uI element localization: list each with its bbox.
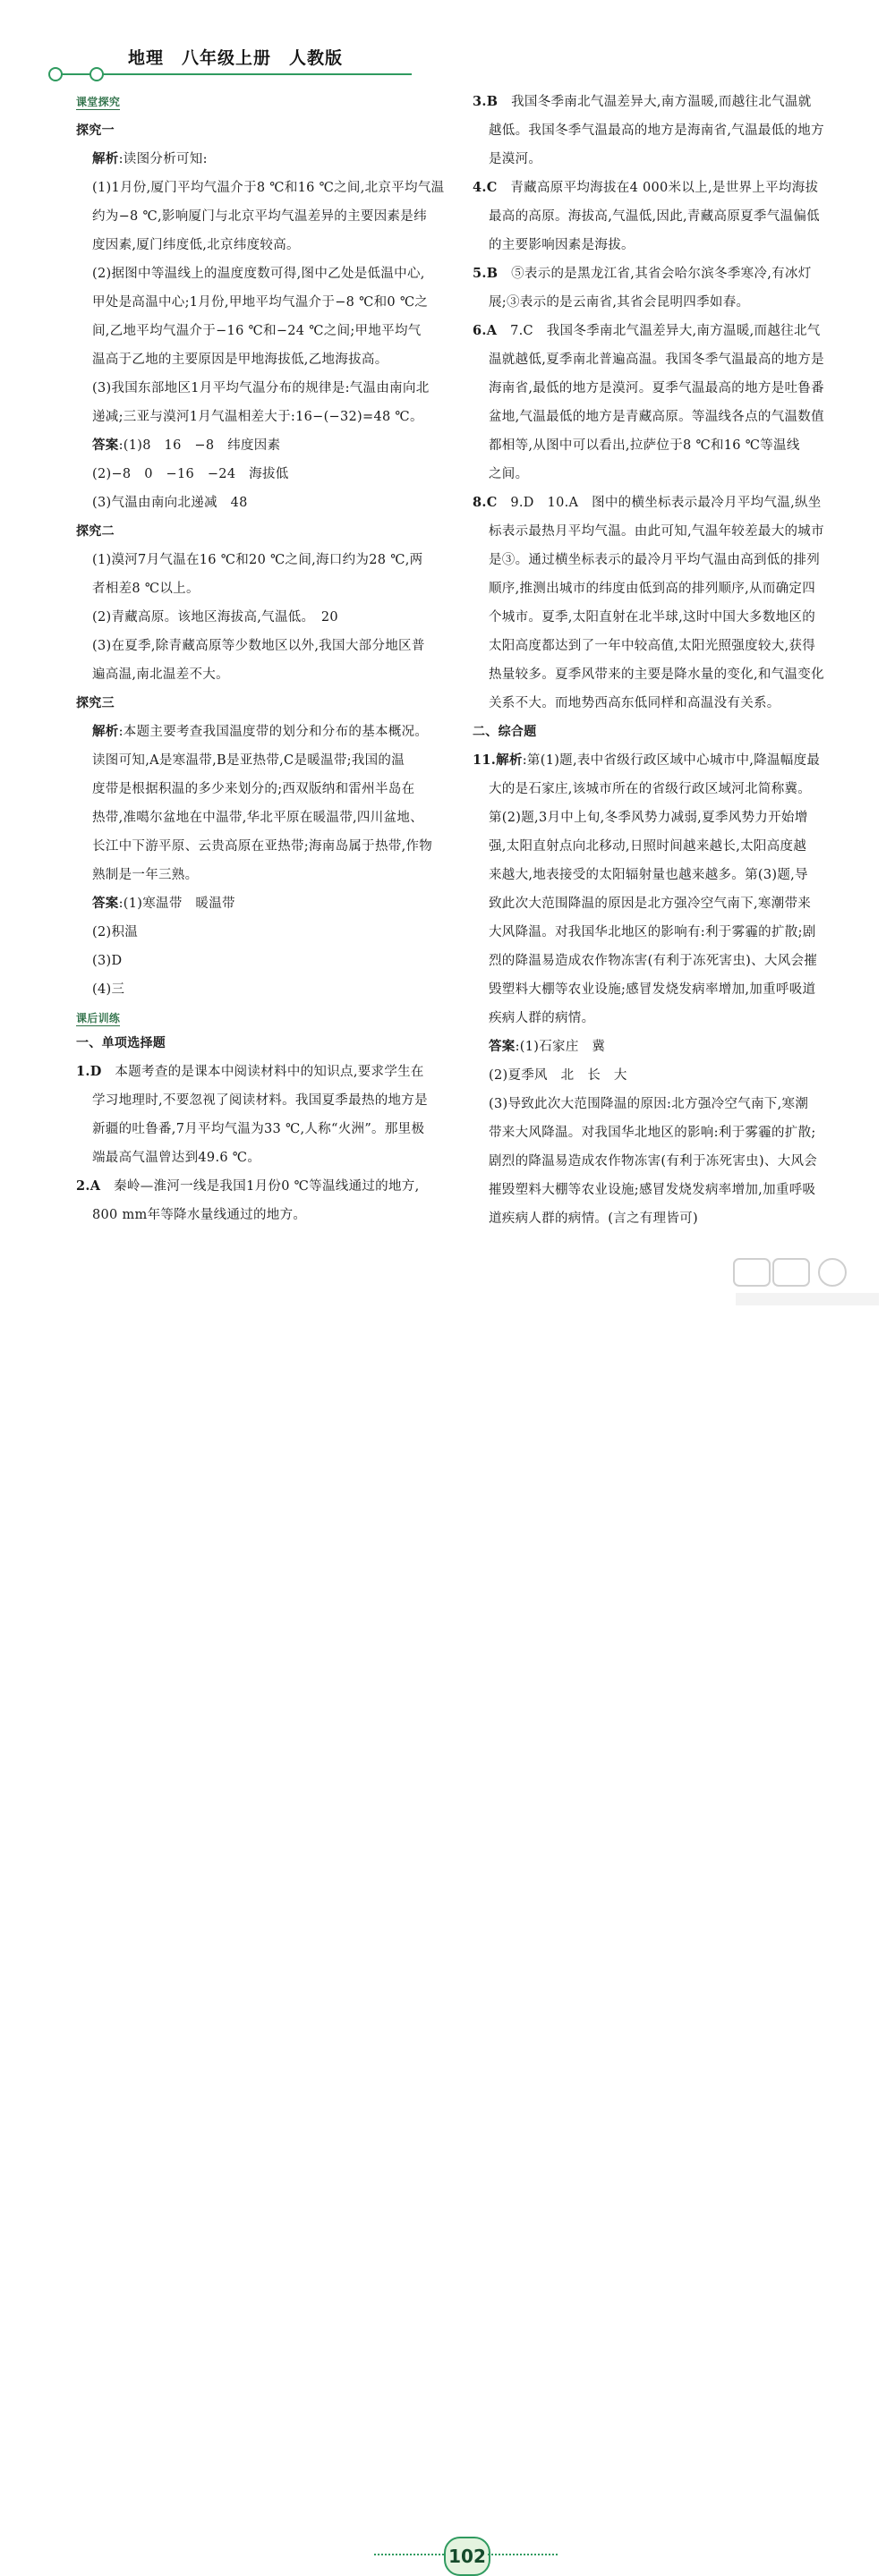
watermark-logo [732, 1257, 884, 1308]
line-text: (2)据图中等温线上的温度度数可得,图中乙处是低温中心, [92, 267, 425, 281]
text-line [489, 293, 749, 311]
line-text: :第(1)题,表中省级行政区域中心城市中,降温幅度最 [522, 753, 821, 768]
text-line [473, 752, 820, 769]
text-line [92, 608, 338, 626]
text-line [489, 694, 780, 712]
line-text: 剧烈的降温易造成农作物冻害(有利于冻死害虫)、大风会 [489, 1154, 818, 1169]
text-line [489, 408, 824, 426]
text-line [92, 265, 425, 283]
text-line [489, 1095, 808, 1113]
footer-dotted-rule [374, 2554, 444, 2555]
text-line [489, 437, 800, 455]
text-line [489, 866, 808, 884]
line-text: 致此次大范围降温的原因是北方强冷空气南下,寒潮带来 [489, 897, 812, 911]
question-number: 5.B [473, 266, 499, 281]
text-line [489, 379, 824, 397]
line-text: 新疆的吐鲁番,7月平均气温为33 ℃,人称“火洲”。那里极 [92, 1122, 425, 1136]
line-text: 的主要影响因素是海拔。 [489, 238, 635, 252]
line-text: 最高的高原。海拔高,气温低,因此,青藏高原夏季气温偏低 [489, 209, 820, 224]
line-text: 烈的降温易造成农作物冻害(有利于冻死害虫)、大风会摧 [489, 954, 818, 968]
text-line [489, 952, 817, 970]
line-text: 顺序,推测出城市的纬度由低到高的排列顺序,从而确定四 [489, 582, 816, 596]
question-number: 2.A [76, 1178, 101, 1194]
line-text: 是③。通过横坐标表示的最冷月平均气温由高到低的排列 [489, 553, 820, 567]
page-header [0, 0, 895, 89]
question-number: 11. [473, 752, 497, 768]
line-text: (2)夏季风 北 长 大 [489, 1068, 627, 1083]
section-tag [76, 1009, 120, 1027]
text-line [92, 322, 422, 340]
text-line [489, 551, 820, 569]
text-line [489, 1152, 817, 1170]
text-line [92, 465, 289, 483]
line-text: 间,乙地平均气温介于−16 ℃和−24 ℃之间;甲地平均气 [92, 324, 422, 338]
text-line [92, 179, 444, 197]
line-text: :(1)寒温带 暖温带 [118, 897, 235, 911]
text-line [473, 494, 822, 512]
line-text: 秦岭—淮河一线是我国1月份0 ℃等温线通过的地方, [100, 1179, 420, 1194]
page-number: 102 [444, 2537, 490, 2576]
text-line [489, 895, 811, 913]
line-text: 我国冬季南北气温差异大,南方温暖,而越往北气温就 [498, 95, 812, 109]
line-text: 热带,准噶尔盆地在中温带,华北平原在暖温带,四川盆地、 [92, 811, 423, 825]
section-heading: 探究一 [76, 123, 115, 138]
text-line [489, 1038, 605, 1056]
line-text: ⑤表示的是黑龙江省,其省会哈尔滨冬季寒冷,有冰灯 [498, 267, 812, 281]
line-text: 盆地,气温最低的地方是青藏高原。等温线各点的气温数值 [489, 410, 824, 424]
line-text: 标表示最热月平均气温。由此可知,气温年较差最大的城市 [489, 524, 824, 539]
section-heading: 探究二 [76, 524, 115, 539]
text-line [489, 150, 541, 168]
line-text: (2)积温 [92, 925, 139, 939]
line-text: 端最高气温曾达到49.6 ℃。 [92, 1151, 261, 1165]
text-line [489, 666, 824, 684]
line-text: 来越大,地表接受的太阳辐射量也越来越多。第(3)题,导 [489, 868, 808, 882]
line-text: 海南省,最低的地方是漠河。夏季气温最高的地方是吐鲁番 [489, 381, 824, 395]
line-text: (2)−8 0 −16 −24 海拔低 [92, 467, 289, 481]
text-line [92, 923, 138, 941]
question-number: 8.C [473, 495, 498, 510]
inline-label: 答案 [92, 896, 119, 911]
text-line [489, 1067, 627, 1084]
line-text: 青藏高原平均海拔在4 000米以上,是世界上平均海拔 [497, 181, 819, 195]
section-tag-label: 课堂探究 [76, 96, 121, 108]
text-line [489, 1124, 816, 1142]
line-text: 摧毁塑料大棚等农业设施;感冒发烧发病率增加,加重呼吸 [489, 1183, 816, 1197]
text-line [92, 494, 248, 512]
text-line [489, 122, 824, 140]
text-line [92, 981, 124, 999]
text-line [92, 379, 430, 397]
line-text: 展;③表示的是云南省,其省会昆明四季如春。 [489, 295, 750, 310]
inline-label: 解析 [92, 151, 119, 166]
text-line [92, 293, 428, 311]
line-text: :读图分析可知: [118, 152, 208, 166]
line-text: 本题考查的是课本中阅读材料中的知识点,要求学生在 [101, 1065, 424, 1079]
text-line [473, 93, 812, 111]
line-text: 温就越低,夏季南北普遍高温。我国冬季气温最高的地方是 [489, 353, 824, 367]
line-text: 者相差8 ℃以上。 [92, 582, 200, 596]
text-line [489, 1210, 698, 1228]
line-text: (3)在夏季,除青藏高原等少数地区以外,我国大部分地区普 [92, 639, 425, 653]
line-text: 越低。我国冬季气温最高的地方是海南省,气温最低的地方 [489, 123, 824, 138]
text-line [489, 1181, 815, 1199]
header-ornament-circle [48, 67, 63, 81]
text-line [489, 208, 820, 225]
text-line [92, 752, 405, 769]
inline-label: 答案 [92, 438, 119, 453]
text-line [92, 236, 300, 254]
line-text: 个城市。夏季,太阳直射在北半球,这时中国大多数地区的 [489, 610, 816, 625]
line-text: 学习地理时,不要忽视了阅读材料。我国夏季最热的地方是 [92, 1093, 428, 1108]
line-text: 带来大风降温。对我国华北地区的影响:利于雾霾的扩散; [489, 1126, 816, 1140]
line-text: 毁塑料大棚等农业设施;感冒发烧发病率增加,加重呼吸道 [489, 982, 816, 997]
text-line [76, 1063, 424, 1081]
line-text: 800 mm年等降水量线通过的地方。 [92, 1208, 307, 1222]
text-line [489, 351, 824, 369]
line-text: 之间。 [489, 467, 529, 481]
text-line [76, 1177, 419, 1195]
text-line [92, 1092, 428, 1109]
line-text: 7.C 我国冬季南北气温差异大,南方温暖,而越往北气 [497, 324, 821, 338]
line-text: 递减;三亚与漠河1月气温相差大于:16−(−32)=48 ℃。 [92, 410, 423, 424]
book-title: 地理 八年级上册 人教版 [128, 48, 344, 68]
text-line [92, 437, 280, 455]
text-line [92, 408, 423, 426]
line-text: 度因素,厦门纬度低,北京纬度较高。 [92, 238, 300, 252]
question-number: 1.D [76, 1064, 102, 1079]
text-line [489, 608, 815, 626]
line-text: (3)气温由南向北递减 48 [92, 496, 248, 510]
line-text: 甲处是高温中心;1月份,甲地平均气温介于−8 ℃和0 ℃之 [92, 295, 429, 310]
line-text: 读图可知,A是寒温带,B是亚热带,C是暖温带;我国的温 [92, 753, 405, 768]
text-line [489, 637, 815, 655]
line-text: 遍高温,南北温差不大。 [92, 667, 229, 682]
line-text: 都相等,从图中可以看出,拉萨位于8 ℃和16 ℃等温线 [489, 438, 800, 453]
text-line [489, 780, 811, 798]
text-line [92, 837, 432, 855]
line-text: 太阳高度都达到了一年中较高值,太阳光照强度较大,获得 [489, 639, 816, 653]
line-text: 热量较多。夏季风带来的主要是降水量的变化,和气温变化 [489, 667, 824, 682]
question-number: 6.A [473, 323, 498, 338]
line-text: :(1)石家庄 冀 [515, 1040, 606, 1054]
text-line [92, 895, 235, 913]
line-text: 强,太阳直射点向北移动,日照时间越来越长,太阳高度越 [489, 839, 807, 854]
text-line [92, 666, 229, 684]
text-line [92, 150, 208, 168]
section-tag-label: 课后训练 [76, 1012, 121, 1024]
text-line [92, 780, 414, 798]
line-text: 是漠河。 [489, 152, 542, 166]
text-line [92, 1120, 424, 1138]
text-line [92, 351, 388, 369]
text-line [92, 637, 425, 655]
question-number: 4.C [473, 180, 498, 195]
line-text: 9.D 10.A 图中的横坐标表示最冷月平均气温,纵坐 [497, 496, 822, 510]
text-line [92, 1206, 306, 1224]
line-text: (1)1月份,厦门平均气温介于8 ℃和16 ℃之间,北京平均气温 [92, 181, 445, 195]
inline-label: 解析 [92, 724, 119, 739]
line-text: 大风降温。对我国华北地区的影响有:利于雾霾的扩散;剧 [489, 925, 816, 939]
text-line [473, 179, 818, 197]
text-line [92, 952, 122, 970]
text-line [489, 1009, 594, 1027]
line-text: (3)D [92, 954, 123, 968]
line-text: (2)青藏高原。该地区海拔高,气温低。 20 [92, 610, 338, 625]
text-line [92, 208, 427, 225]
line-text: 关系不大。而地势西高东低同样和高温没有关系。 [489, 696, 780, 710]
text-line [489, 580, 815, 598]
line-text: 道疾病人群的病情。(言之有理皆可) [489, 1211, 698, 1226]
header-rule [54, 73, 412, 75]
line-text: 长江中下游平原、云贵高原在亚热带;海南岛属于热带,作物 [92, 839, 433, 854]
text-line [489, 809, 808, 827]
line-text: (1)漠河7月气温在16 ℃和20 ℃之间,海口约为28 ℃,两 [92, 553, 423, 567]
line-text: 大的是石家庄,该城市所在的省级行政区域河北简称冀。 [489, 782, 812, 796]
text-line [473, 322, 821, 340]
line-text: :(1)8 16 −8 纬度因素 [118, 438, 281, 453]
inline-label: 答案 [489, 1039, 516, 1054]
line-text: (4)三 [92, 982, 125, 997]
section-tag [76, 93, 120, 111]
section-heading: 一、单项选择题 [76, 1036, 166, 1050]
line-text: 疾病人群的病情。 [489, 1011, 595, 1025]
text-line [489, 923, 816, 941]
line-text: (3)我国东部地区1月平均气温分布的规律是:气温由南向北 [92, 381, 430, 395]
section-heading: 探究三 [76, 696, 115, 710]
inline-label: 解析 [496, 752, 523, 768]
text-line [489, 236, 635, 254]
text-line [92, 809, 423, 827]
text-line [92, 866, 198, 884]
line-text: 第(2)题,3月中上旬,冬季风势力减弱,夏季风势力开始增 [489, 811, 808, 825]
text-line [489, 465, 528, 483]
text-line [92, 551, 422, 569]
question-number: 3.B [473, 94, 499, 109]
line-text: 熟制是一年三熟。 [92, 868, 199, 882]
line-text: 度带是根据积温的多少来划分的;西双版纳和雷州半岛在 [92, 782, 415, 796]
text-line [473, 265, 812, 283]
text-line [92, 723, 428, 741]
line-text: (3)导致此次大范围降温的原因:北方强冷空气南下,寒潮 [489, 1097, 809, 1111]
footer-dotted-rule [488, 2554, 558, 2555]
text-line [92, 1149, 260, 1167]
line-text: 温高于乙地的主要原因是甲地海拔低,乙地海拔高。 [92, 353, 388, 367]
header-ornament-circle [90, 67, 104, 81]
text-line [489, 837, 806, 855]
line-text: 约为−8 ℃,影响厦门与北京平均气温差异的主要因素是纬 [92, 209, 427, 224]
text-line [489, 981, 815, 999]
line-text: :本题主要考查我国温度带的划分和分布的基本概况。 [118, 725, 429, 739]
section-heading: 二、综合题 [473, 725, 537, 739]
text-line [92, 580, 200, 598]
text-line [489, 523, 824, 540]
